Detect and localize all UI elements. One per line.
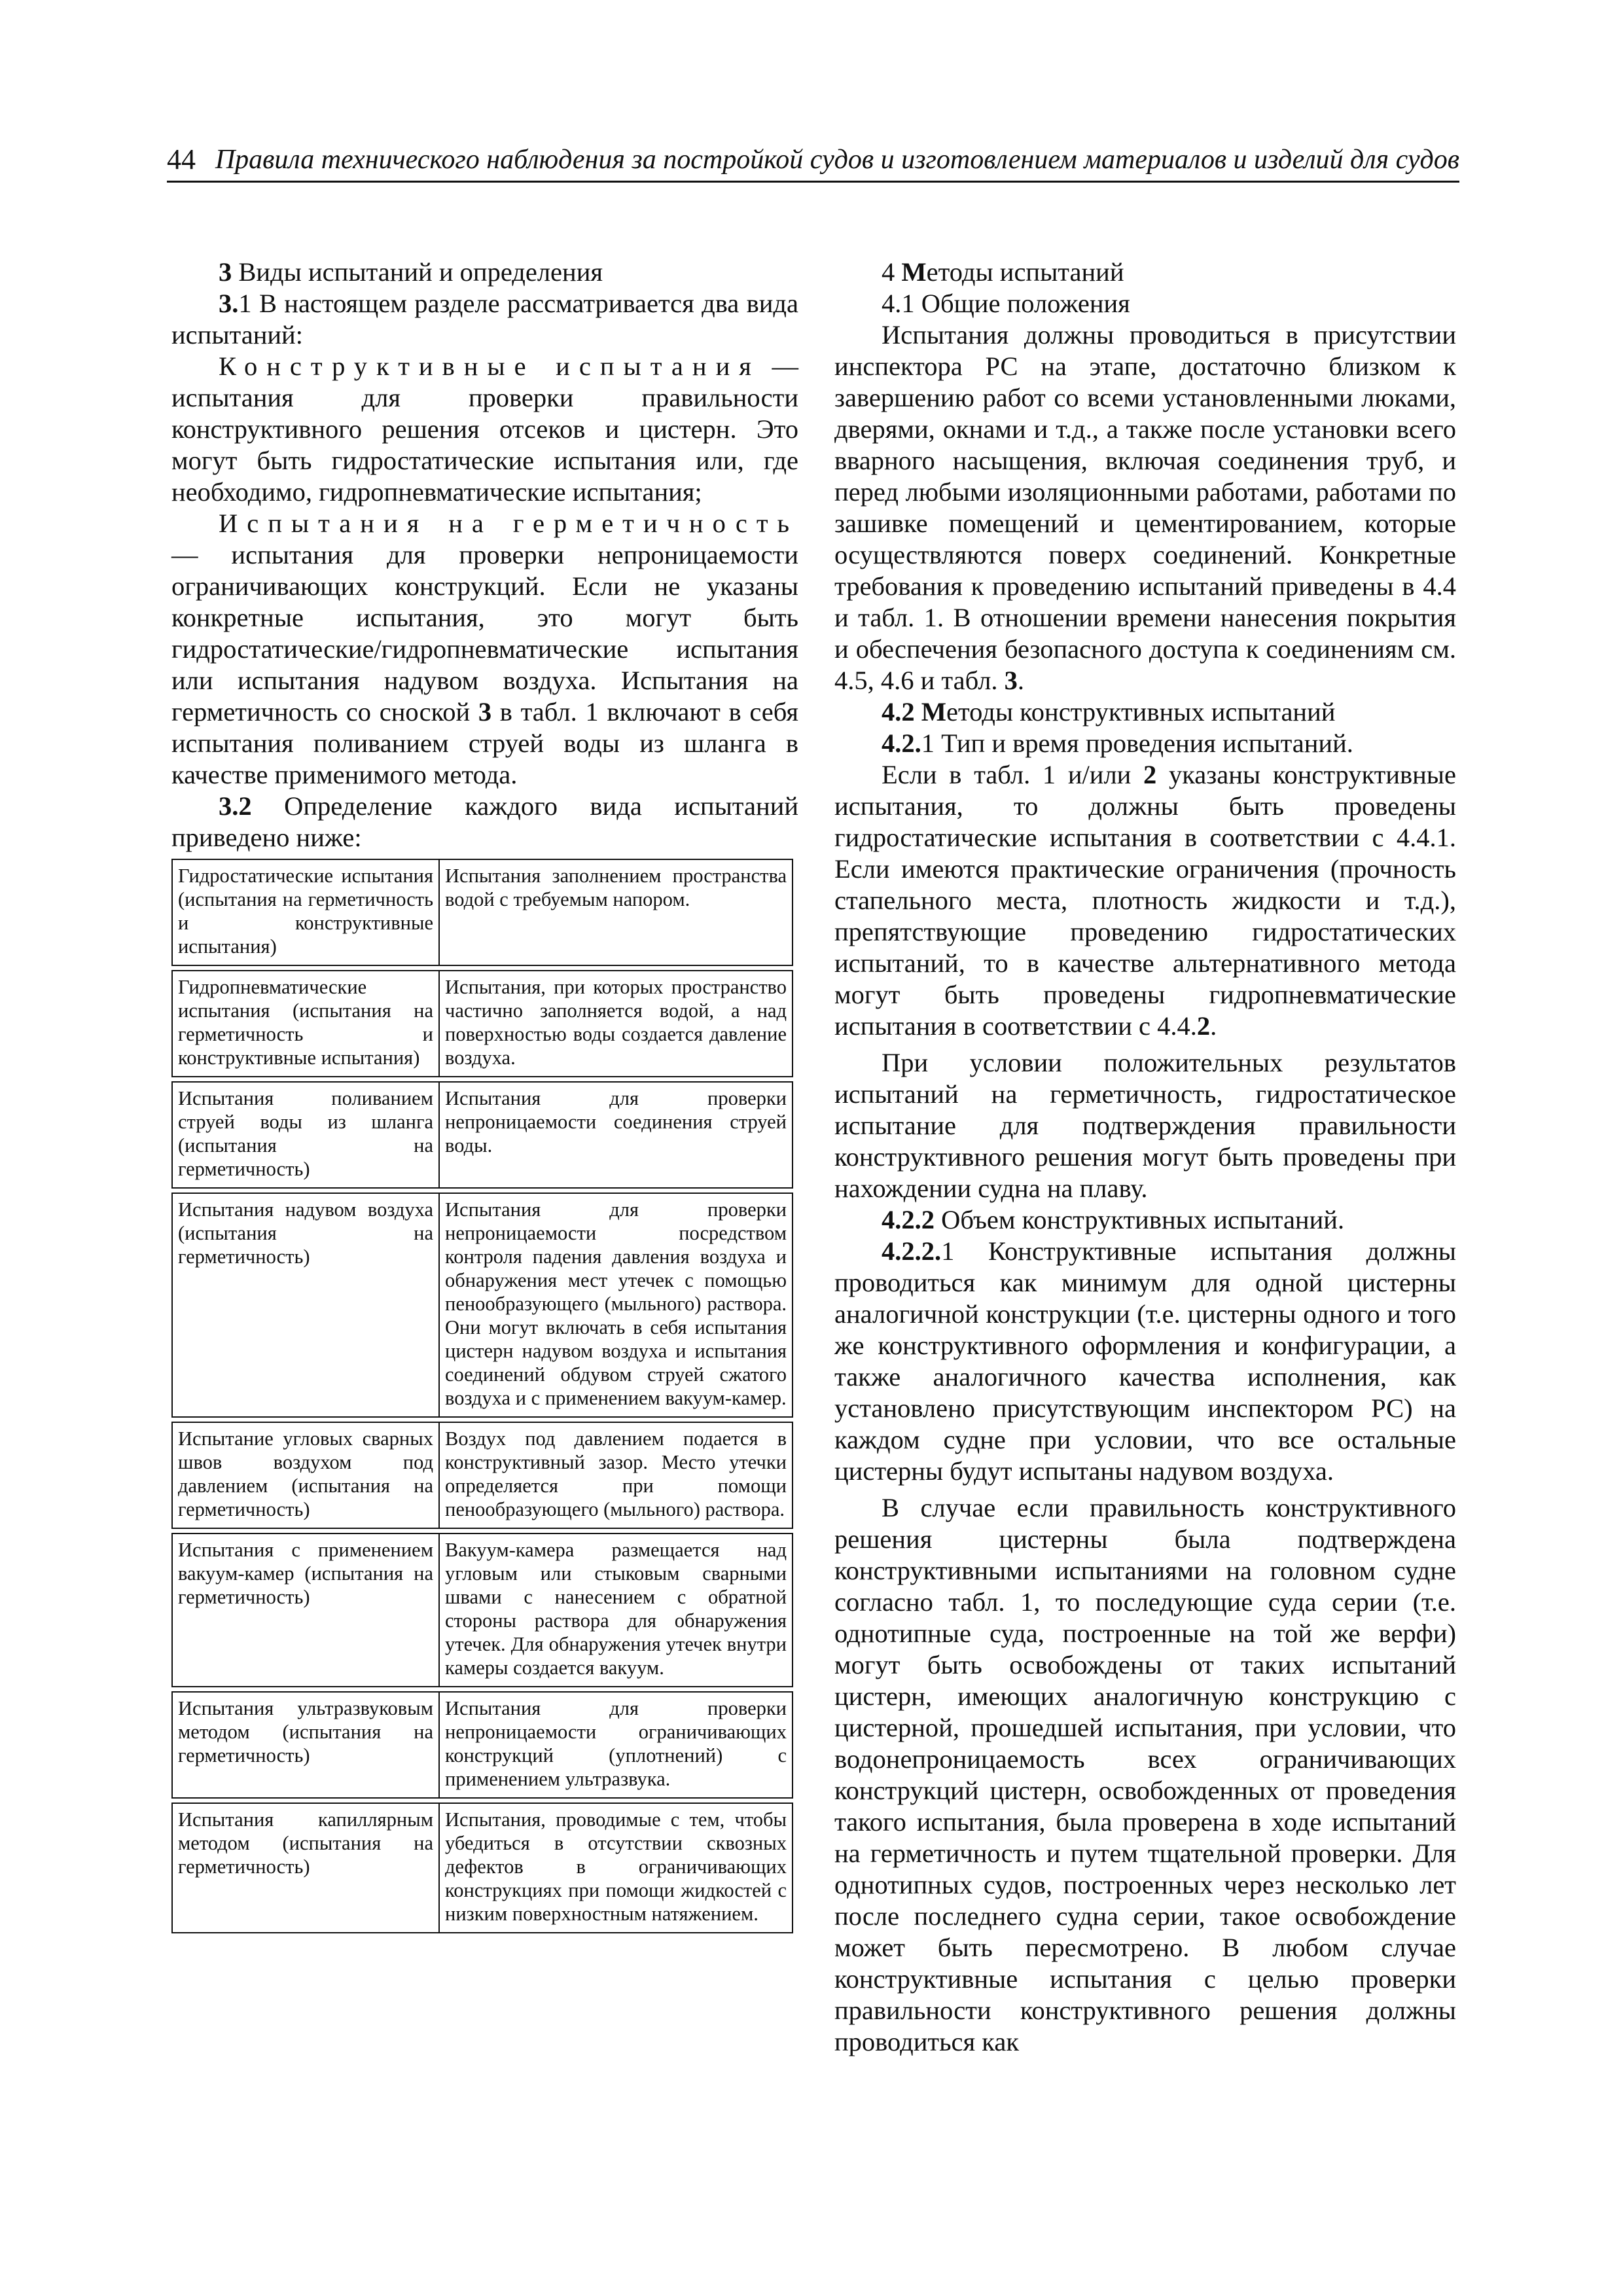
section-4-2-2-heading <box>834 1204 1456 1236</box>
test-definition-cell: Испытания, при которых пространство частично заполняется водой, а над поверхностью воды создается давление воздуха. <box>439 971 793 1077</box>
section-4-2-heading <box>834 696 1456 728</box>
table-ref: 2 <box>1143 760 1157 789</box>
table-row <box>172 971 793 1077</box>
table-row <box>172 1193 793 1417</box>
para-structural-requirements <box>834 759 1456 1042</box>
term-leak-testing <box>171 508 798 791</box>
term-structural-testing <box>171 351 798 508</box>
section-4-heading <box>834 257 1456 288</box>
para-4-2-2-1-number: 4.2.2. <box>882 1236 942 1266</box>
section-4-2-number: 4.2 М <box>882 697 946 726</box>
para-text: . <box>1210 1011 1217 1041</box>
section-4-number: 4 <box>882 257 902 287</box>
test-definition-cell: Испытания для проверки непроницаемости посредством контроля падения давления воздуха и обнаружения мест утечек с помощью пенообразующего (мыльного) раствора. Они могут включать в себя испытания цистерн надувом воздуха и испытания соединений обдувом струей сжатого воздуха и с применением вакуум-камер. <box>439 1193 793 1417</box>
table-row <box>172 1422 793 1528</box>
section-4-title: етоды испытаний <box>926 257 1124 287</box>
test-definitions-table <box>171 859 793 1933</box>
para-3-2-text: Определение каждого вида испытаний приведено ниже: <box>171 791 798 852</box>
section-4-initial: М <box>901 257 927 287</box>
test-type-cell: Испытания поливанием струей воды из шланга (испытания на герметичность) <box>172 1082 439 1188</box>
row-gap <box>172 1687 793 1692</box>
table-row <box>172 1534 793 1687</box>
para-3-1-number: 3. <box>219 289 239 318</box>
term-structural-label: Конструктивные испытания <box>219 351 760 381</box>
test-type-cell: Гидростатические испытания (испытания на герметичность и конструктивные испытания) <box>172 859 439 965</box>
test-definition-cell: Испытания для проверки непроницаемости соединения струей воды. <box>439 1082 793 1188</box>
test-definition-cell: Воздух под давлением подается в конструктивный зазор. Место утечки определяется при помощи пенообразующего (мыльного) раствора. <box>439 1422 793 1528</box>
section-4-1-heading: 4.1 Общие положения <box>882 289 1130 318</box>
table-row <box>172 1803 793 1933</box>
test-definition-cell: Испытания, проводимые с тем, чтобы убедиться в отсутствии сквозных дефектов в ограничивающих конструкциях при помощи жидкостей с низким поверхностным натяжением. <box>439 1803 793 1933</box>
section-4-2-1-title: 1 Тип и время проведения испытаний. <box>921 728 1353 758</box>
row-gap <box>172 1798 793 1803</box>
para-3-1 <box>171 288 798 351</box>
table-row <box>172 859 793 965</box>
para-general-text: Испытания должны проводиться в присутствии инспектора РС на этапе, достаточно близком к завершению работ со всеми установленными люками, дверями, окнами и т.д., а также после установки всего вварного насыщения, включая соединения труб, и перед любыми изоляционными работами, работами по зашивке помещений и цементированием, которые осуществляются поверх соединений. Конкретные требования к проведению испытаний приведены в 4.4 и табл. 1. В отношении времени нанесения покрытия и обеспечения безопасного доступа к соединениям см. 4.5, 4.6 и табл. <box>834 320 1456 695</box>
term-leak-definition: — испытания для проверки непроницаемости ограничивающих конструкций. Если не указаны конкретные испытания, это могут быть гидростатические/гидропневматические испытания или испытания надувом воздуха. Испытания на герметичность со сноской <box>171 540 798 726</box>
section-3-heading <box>171 257 798 288</box>
para-3-2 <box>171 791 798 853</box>
page-header <box>167 143 1459 183</box>
term-leak-definition-end: в табл. 1 включают в себя испытания поливанием струей воды из шланга в качестве применимого метода. <box>171 697 798 789</box>
test-definition-cell: Испытания для проверки непроницаемости ограничивающих конструкций (уплотнений) с применением ультразвука. <box>439 1692 793 1798</box>
para-general-end: . <box>1017 666 1025 695</box>
test-type-cell: Испытания капиллярным методом (испытания на герметичность) <box>172 1803 439 1933</box>
para-4-2-2-1-text: 1 Конструктивные испытания должны проводиться как минимум для одной цистерны аналогичной конструкции (т.е. цистерны одного и того же конструктивного оформления и конфигурации, а также аналогичного качества исполнения, как установлено присутствующим инспектором РС) на каждом судне при условии, что все остальные цистерны будут испытаны надувом воздуха. <box>834 1236 1456 1486</box>
para-afloat: При условии положительных результатов испытаний на герметичность, гидростатическое испытание для подтверждения правильности конструктивного решения могут быть проведены при нахождении судна на плаву. <box>834 1048 1456 1203</box>
table-ref: 3 <box>1004 666 1018 695</box>
clause-ref: 2 <box>1196 1011 1211 1041</box>
section-4-2-title: етоды конструктивных испытаний <box>946 697 1336 726</box>
para-text: указаны конструктивные испытания, то должны быть проведены гидростатические испытания в соответствии с 4.4.1. Если имеются практические ограничения (прочность стапельного места, плотность жидкости и т.д.), препятствующие проведению гидростатических испытаний, то в качестве альтернативного метода могут быть проведены гидропневматические испытания в соответствии с 4.4. <box>834 760 1456 1041</box>
section-4-2-2-title: Объем конструктивных испытаний. <box>935 1205 1345 1234</box>
test-type-cell: Испытания надувом воздуха (испытания на герметичность) <box>172 1193 439 1417</box>
test-type-cell: Испытания ультразвуковым методом (испытания на герметичность) <box>172 1692 439 1798</box>
table-row <box>172 1082 793 1188</box>
para-general <box>834 319 1456 696</box>
term-structural-definition: — испытания для проверки правильности конструктивного решения отсеков и цистерн. Это могут быть гидростатические испытания или, где необходимо, гидропневматические испытания; <box>171 351 799 507</box>
section-4-2-2-number: 4.2.2 <box>882 1205 935 1234</box>
test-type-cell: Испытание угловых сварных швов воздухом под давлением (испытания на герметичность) <box>172 1422 439 1528</box>
row-gap <box>172 965 793 971</box>
row-gap <box>172 1417 793 1422</box>
section-3-number: 3 <box>219 257 232 287</box>
para-3-1-text: 1 В настоящем разделе рассматривается два вида испытаний: <box>171 289 798 350</box>
page-number: 44 <box>167 143 196 175</box>
row-gap <box>172 1077 793 1082</box>
test-definition-cell: Испытания заполнением пространства водой с требуемым напором. <box>439 859 793 965</box>
table-row <box>172 1692 793 1798</box>
header-rule <box>167 181 1459 183</box>
footnote-ref: 3 <box>478 697 492 726</box>
section-3-title: Виды испытаний и определения <box>232 257 603 287</box>
row-gap <box>172 1188 793 1193</box>
test-type-cell: Гидропневматические испытания (испытания на герметичность и конструктивные испытания) <box>172 971 439 1077</box>
test-definition-cell: Вакуум-камера размещается над угловым или стыковым сварными швами с нанесением с обратной стороны раствора для обнаружения утечек. Для обнаружения утечек внутри камеры создается вакуум. <box>439 1534 793 1687</box>
para-3-2-number: 3.2 <box>219 791 252 821</box>
right-column <box>834 257 1456 2058</box>
para-text: Если в табл. 1 и/или <box>882 760 1144 789</box>
para-series-exemption: В случае если правильность конструктивного решения цистерны была подтверждена конструктивными испытаниями на головном судне согласно табл. 1, то последующие суда серии (т.е. однотипные суда, построенные на той же верфи) могут быть освобождены от таких испытаний цистерн, имеющих аналогичную конструкцию с цистерной, прошедшей испытания, при условии, что водонепроницаемость всех ограничивающих конструкций цистерн, освобожденных от проведения такого испытания, была проверена в ходе испытаний на герметичность и путем тщательной проверки. Для однотипных судов, построенных через несколько лет после последнего судна серии, такое освобождение может быть пересмотрено. В любом случае конструктивные испытания с целью проверки правильности конструктивного решения должны проводиться как <box>834 1493 1456 2056</box>
running-title: Правила технического наблюдения за постройкой судов и изготовлением материалов и изделий для судов <box>215 145 1459 175</box>
para-4-2-2-1 <box>834 1236 1456 1487</box>
section-4-2-1-number: 4.2. <box>882 728 921 758</box>
section-4-2-1-heading <box>834 728 1456 759</box>
row-gap <box>172 1528 793 1534</box>
test-type-cell: Испытания с применением вакуум-камер (испытания на герметичность) <box>172 1534 439 1687</box>
term-leak-label: Испытания на герметичность <box>219 509 798 538</box>
left-column <box>171 257 798 1933</box>
